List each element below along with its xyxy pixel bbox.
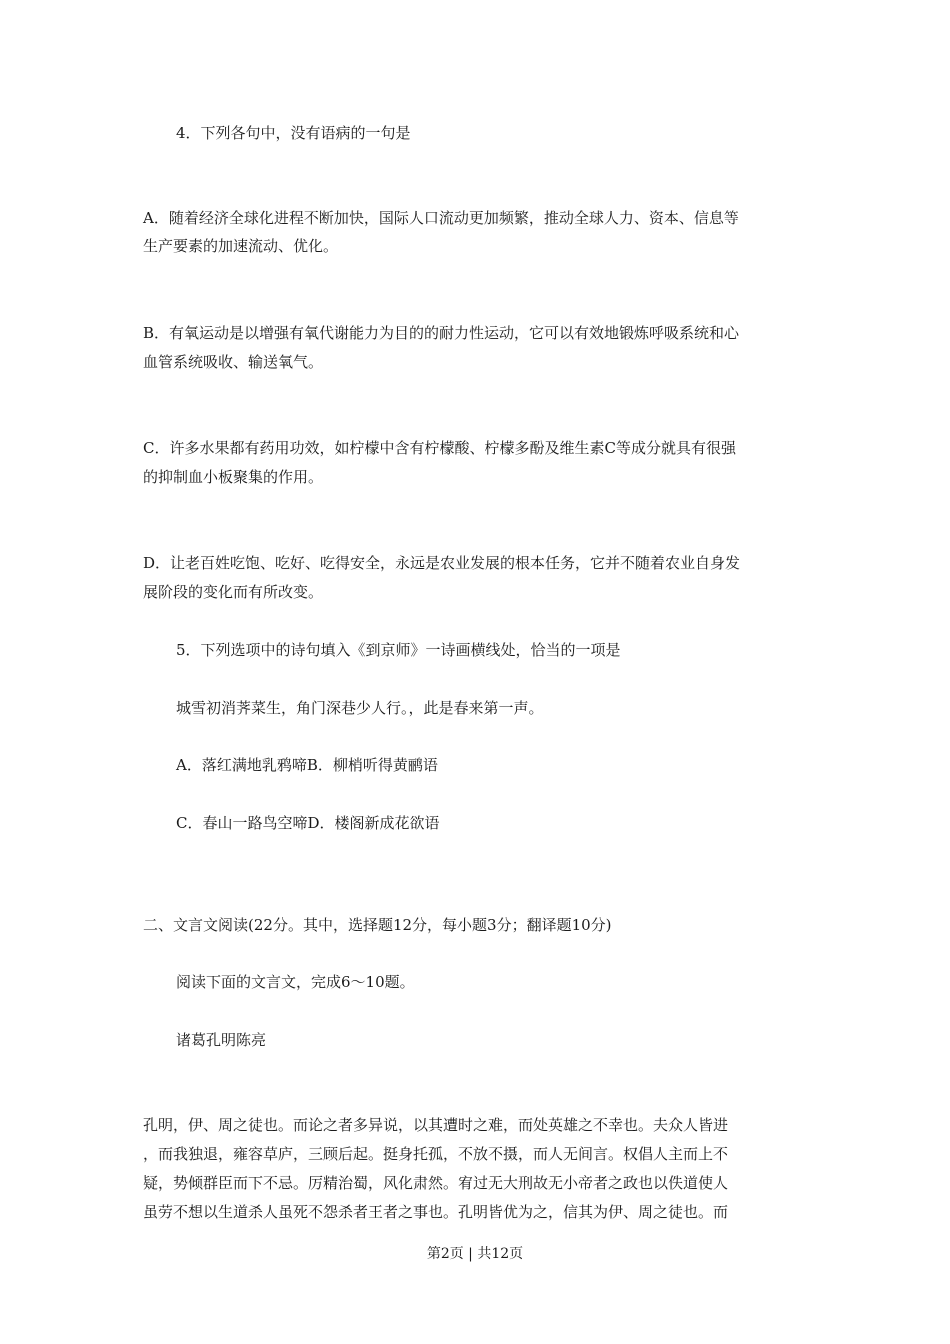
q4-option-b-line1: B．有氧运动是以增强有氧代谢能力为目的的耐力性运动，它可以有效地锻炼呼吸系统和心 xyxy=(143,324,740,342)
q5-stem: 5．下列选项中的诗句填入《到京师》一诗画横线处，恰当的一项是 xyxy=(176,641,621,659)
reading-instruction: 阅读下面的文言文，完成6～10题。 xyxy=(176,973,415,991)
q4-option-b-line2: 血管系统吸收、输送氧气。 xyxy=(143,353,324,371)
q4-option-d-line2: 展阶段的变化而有所改变。 xyxy=(143,583,324,601)
q5-options-cd: C．春山一路鸟空啼D．楼阁新成花欲语 xyxy=(176,814,440,832)
page-footer: 第2页 | 共12页 xyxy=(426,1246,524,1262)
q4-option-d-line1: D．让老百姓吃饱、吃好、吃得安全，永远是农业发展的根本任务，它并不随着农业自身发 xyxy=(143,554,741,572)
q5-poem: 城雪初消荠菜生，角门深巷少人行。，此是春来第一声。 xyxy=(176,699,544,717)
q4-option-a-line2: 生产要素的加速流动、优化。 xyxy=(143,237,339,255)
passage-line: 虽劳不想以生道杀人虽死不怨杀者王者之事也。孔明皆优为之，信其为伊、周之徒也。而 xyxy=(143,1203,729,1221)
q4-option-a-line1: A．随着经济全球化进程不断加快，国际人口流动更加频繁，推动全球人力、资本、信息等 xyxy=(143,209,739,227)
q5-options-ab: A．落红满地乳鸦啼B．柳梢听得黄鹂语 xyxy=(176,756,438,774)
passage-line: 疑，势倾群臣而下不忌。厉精治蜀，风化肃然。宥过无大刑故无小帝者之政也以佚道使人 xyxy=(143,1174,729,1192)
passage-line: 孔明，伊、周之徒也。而论之者多异说，以其遭时之难，而处英雄之不幸也。夫众人皆进 xyxy=(143,1116,729,1134)
passage-line: ，而我独退，雍容草庐，三顾后起。挺身托孤，不放不摄，而人无间言。权倡人主而上不 xyxy=(143,1145,729,1163)
q4-stem: 4．下列各句中，没有语病的一句是 xyxy=(176,124,411,142)
q4-option-c-line1: C．许多水果都有药用功效，如柠檬中含有柠檬酸、柠檬多酚及维生素C等成分就具有很强 xyxy=(143,439,736,457)
passage-title: 诸葛孔明陈亮 xyxy=(176,1031,267,1049)
section-heading: 二、文言文阅读(22分。其中，选择题12分，每小题3分；翻译题10分) xyxy=(143,916,612,934)
q4-option-c-line2: 的抑制血小板聚集的作用。 xyxy=(143,468,324,486)
